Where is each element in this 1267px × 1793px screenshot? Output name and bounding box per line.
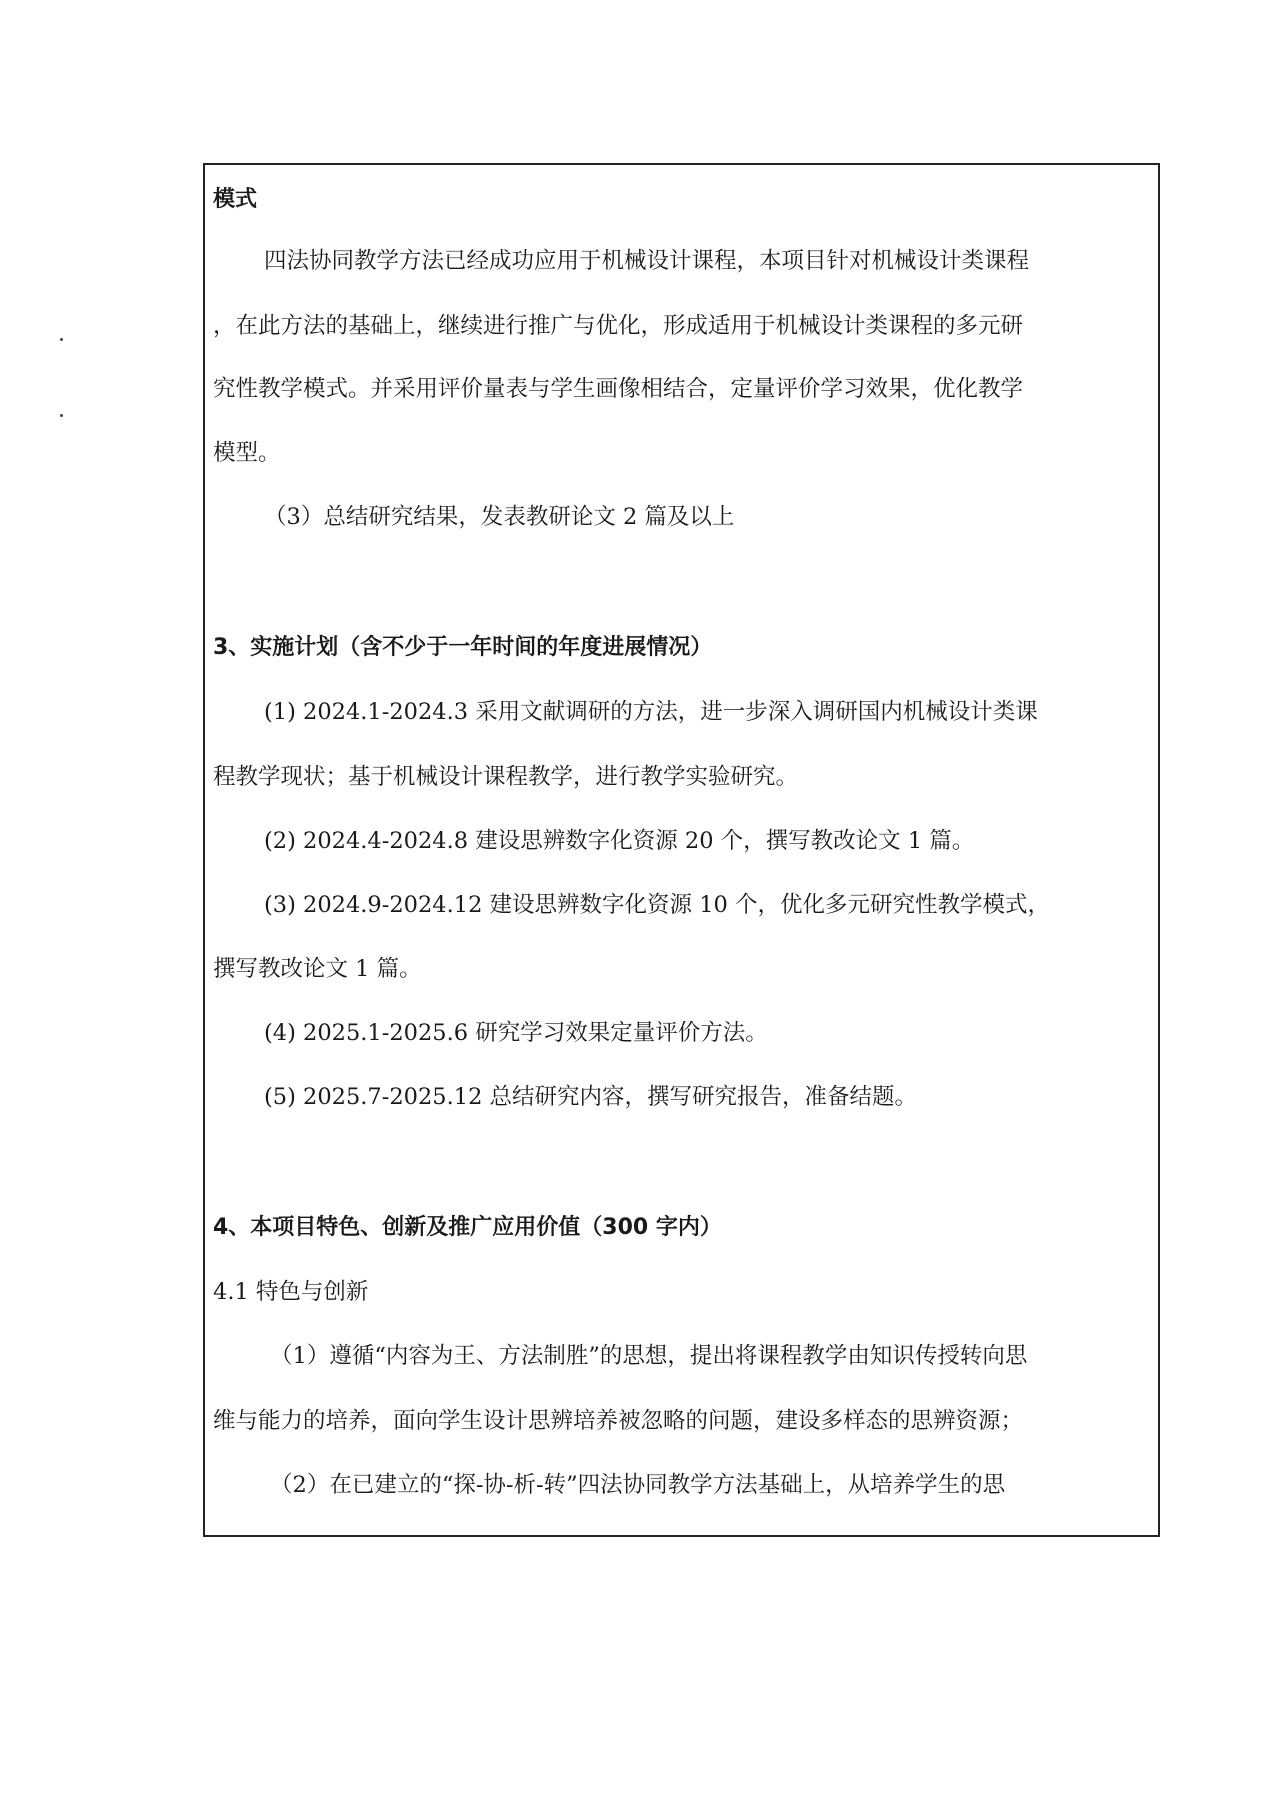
plan-item: (1) 2024.1-2024.3 采用文献调研的方法，进一步深入调研国内机械设计类课 xyxy=(264,699,1038,725)
plan-item: (5) 2025.7-2025.12 总结研究内容，撰写研究报告，准备结题。 xyxy=(264,1084,918,1110)
plan-item: (3) 2024.9-2024.12 建设思辨数字化资源 10 个，优化多元研究性教学模式， xyxy=(264,892,1050,918)
paragraph-line: 四法协同教学方法已经成功应用于机械设计课程，本项目针对机械设计类课程 xyxy=(264,248,1030,274)
paragraph-line: （2）在已建立的“探-协-析-转”四法协同教学方法基础上，从培养学生的思 xyxy=(270,1472,1006,1498)
plan-item: (2) 2024.4-2024.8 建设思辨数字化资源 20 个，撰写教改论文 1 篇。 xyxy=(264,828,975,854)
plan-item: (4) 2025.1-2025.6 研究学习效果定量评价方法。 xyxy=(264,1020,768,1046)
section-continuation-heading: 模式 xyxy=(213,187,258,212)
plan-item-continuation: 程教学现状；基于机械设计课程教学，进行教学实验研究。 xyxy=(213,764,799,790)
paragraph-line: ，在此方法的基础上，继续进行推广与优化，形成适用于机械设计类课程的多元研 xyxy=(213,313,1024,339)
section-heading-plan: 3、实施计划（含不少于一年时间的年度进展情况） xyxy=(213,635,713,660)
paragraph-line: （3）总结研究结果，发表教研论文 2 篇及以上 xyxy=(264,504,735,530)
scan-speck xyxy=(60,414,63,417)
plan-item-continuation: 撰写教改论文 1 篇。 xyxy=(213,956,422,982)
paragraph-line: 模型。 xyxy=(213,440,281,466)
paragraph-line: 究性教学模式。并采用评价量表与学生画像相结合，定量评价学习效果，优化教学 xyxy=(213,376,1024,402)
subsection-heading: 4.1 特色与创新 xyxy=(213,1279,369,1305)
section-heading-features: 4、本项目特色、创新及推广应用价值（300 字内） xyxy=(213,1215,722,1240)
scan-speck xyxy=(60,338,63,341)
paragraph-line: （1）遵循“内容为王、方法制胜”的思想，提出将课程教学由知识传授转向思 xyxy=(270,1343,1028,1369)
paragraph-line: 维与能力的培养，面向学生设计思辨培养被忽略的问题，建设多样态的思辨资源； xyxy=(213,1408,1024,1434)
